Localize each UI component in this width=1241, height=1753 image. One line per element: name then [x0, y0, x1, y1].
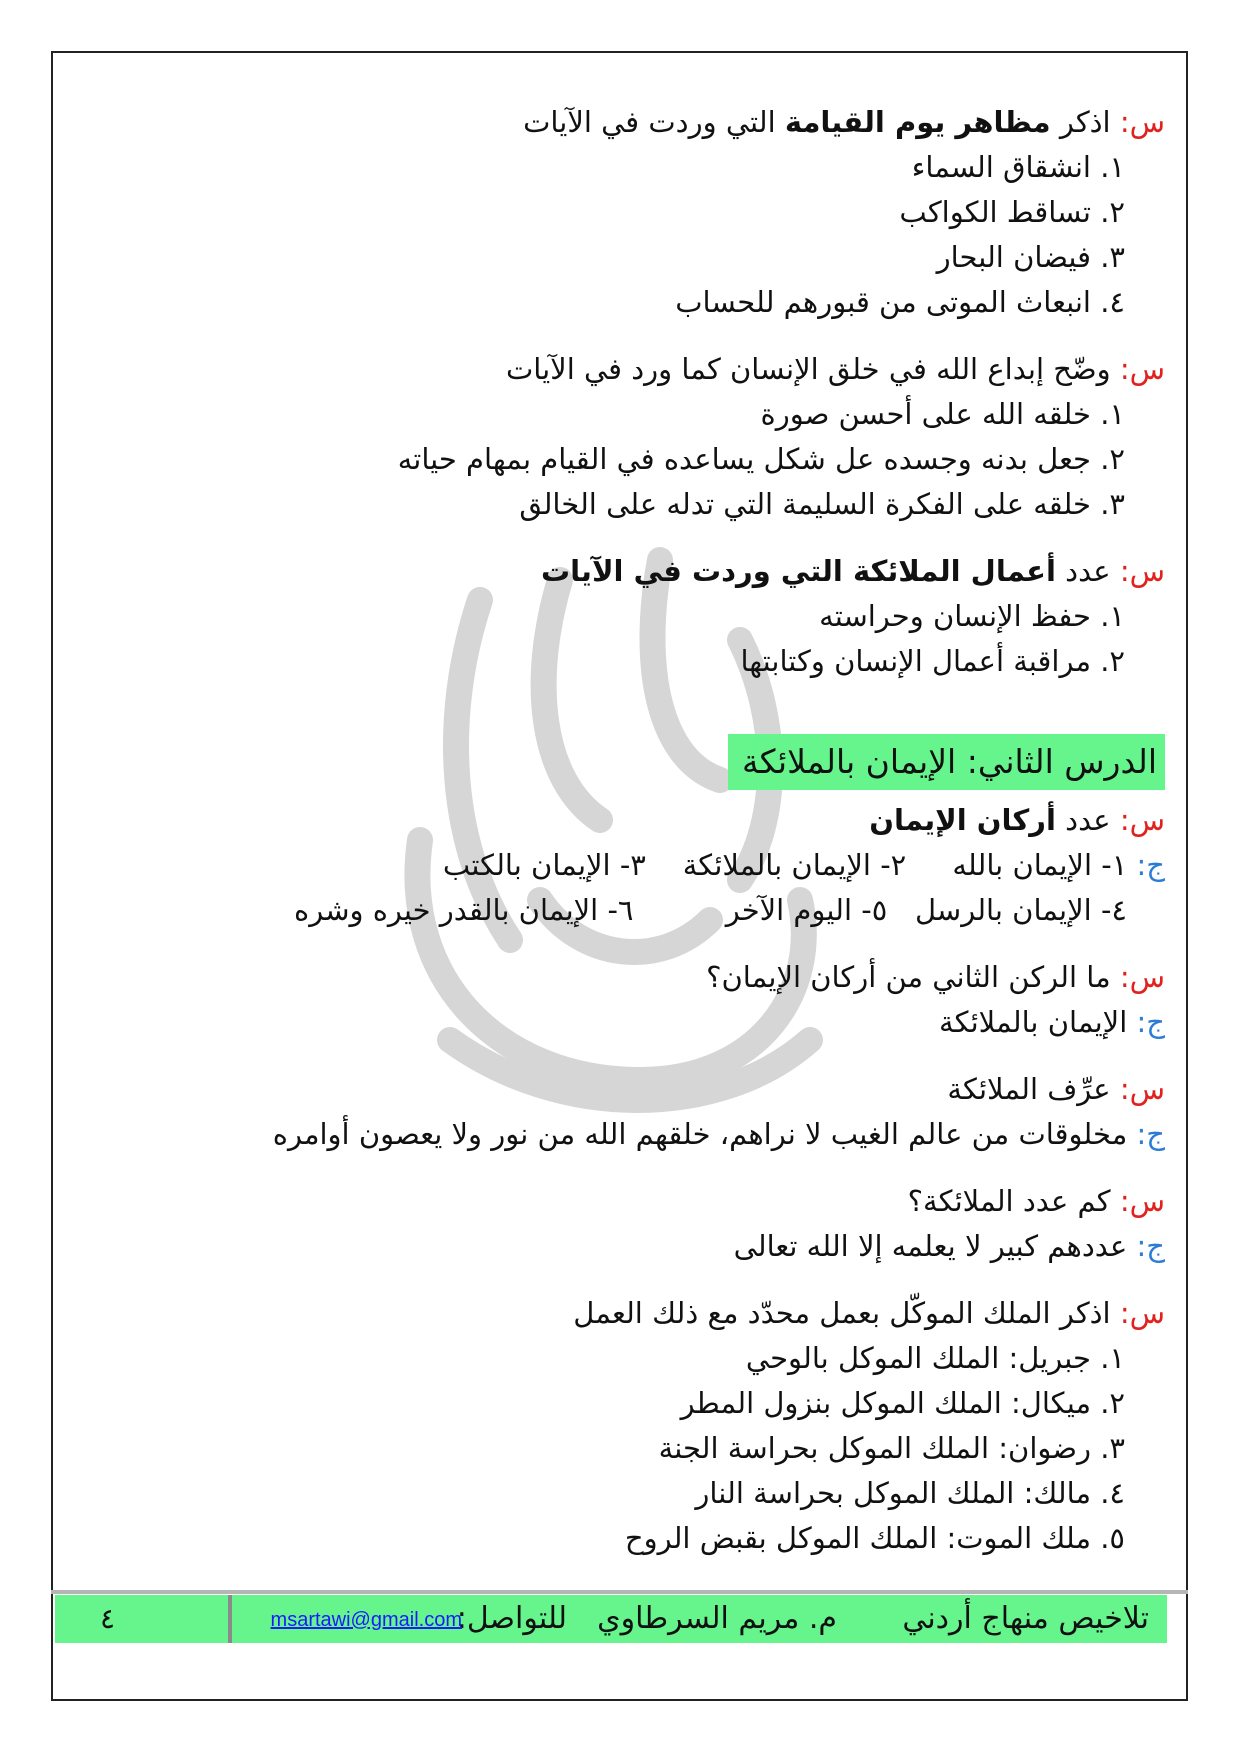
question-line: س: ما الركن الثاني من أركان الإيمان؟	[706, 960, 1165, 994]
question-block-3	[90, 549, 1165, 684]
question-mark: س:	[1119, 1184, 1165, 1218]
question-line: س: اذكر الملك الموكّل بعمل محدّد مع ذلك العمل	[573, 1296, 1165, 1330]
answer-mark: ج:	[1136, 1229, 1165, 1263]
list-item: ٤. مالك: الملك الموكل بحراسة النار	[695, 1476, 1125, 1510]
question-block-2	[90, 347, 1165, 527]
list-item: ٣. فيضان البحار	[936, 240, 1125, 274]
question-line: س: كم عدد الملائكة؟	[907, 1184, 1165, 1218]
list-item: ٢. تساقط الكواكب	[899, 195, 1125, 229]
footer-email-link[interactable]: msartawi@gmail.com	[270, 1609, 462, 1631]
question-mark: س:	[1119, 105, 1165, 139]
lesson-title: الدرس الثاني: الإيمان بالملائكة	[728, 734, 1165, 790]
footer-separator	[228, 1595, 232, 1643]
answer-mark: ج:	[1136, 848, 1165, 882]
question-line: س: عدد أركان الإيمان	[869, 803, 1165, 837]
question-mark: س:	[1119, 1296, 1165, 1330]
answer-mark: ج:	[1136, 1005, 1165, 1039]
list-item: ١. انشقاق السماء	[911, 150, 1125, 184]
question-mark: س:	[1119, 960, 1165, 994]
list-item: ١. جبريل: الملك الموكل بالوحي	[745, 1341, 1125, 1375]
list-item: ٤. انبعاث الموتى من قبورهم للحساب	[675, 285, 1125, 319]
list-item: ٣. خلقه على الفكرة السليمة التي تدله على الخالق	[519, 487, 1125, 521]
list-item: ٢. مراقبة أعمال الإنسان وكتابتها	[740, 644, 1125, 678]
question-block-1	[90, 100, 1165, 325]
question-mark: س:	[1119, 1072, 1165, 1106]
question-mark: س:	[1119, 554, 1165, 588]
page-number: ٤	[100, 1602, 116, 1635]
question-line: س: وضّح إبداع الله في خلق الإنسان كما ورد في الآيات	[505, 352, 1165, 386]
answer-line: ج: ١- الإيمان بالله ٢- الإيمان بالملائكة ٣- الإيمان بالكتب	[442, 848, 1165, 882]
answer-line: ٤- الإيمان بالرسل ٥- اليوم الآخر ٦- الإيمان بالقدر خيره وشره	[294, 893, 1127, 927]
footer-author: م. مريم السرطاوي	[597, 1601, 837, 1636]
question-block-8	[90, 1291, 1165, 1561]
answer-line: ج: عددهم كبير لا يعلمه إلا الله تعالى	[733, 1229, 1165, 1263]
footer-bar	[55, 1595, 1167, 1643]
question-line: س: اذكر مظاهر يوم القيامة التي وردت في الآيات	[523, 105, 1165, 139]
question-line: س: عرِّف الملائكة	[947, 1072, 1165, 1106]
question-block-4	[90, 798, 1165, 933]
question-mark: س:	[1119, 352, 1165, 386]
question-block-5	[90, 955, 1165, 1045]
list-item: ٢. جعل بدنه وجسده عل شكل يساعده في القيام بمهام حياته	[397, 442, 1125, 476]
footer-contact-label: للتواصل:	[456, 1601, 567, 1636]
answer-line: ج: الإيمان بالملائكة	[939, 1005, 1165, 1039]
answer-mark: ج:	[1136, 1117, 1165, 1151]
question-block-7	[90, 1179, 1165, 1269]
question-block-6	[90, 1067, 1165, 1157]
list-item: ١. خلقه الله على أحسن صورة	[760, 397, 1125, 431]
question-mark: س:	[1119, 803, 1165, 837]
list-item: ٥. ملك الموت: الملك الموكل بقبض الروح	[624, 1521, 1125, 1555]
list-item: ٣. رضوان: الملك الموكل بحراسة الجنة	[658, 1431, 1125, 1465]
footer-title: تلاخيص منهاج أردني	[902, 1601, 1149, 1636]
answer-line: ج: مخلوقات من عالم الغيب لا نراهم، خلقهم الله من نور ولا يعصون أوامره	[272, 1117, 1165, 1151]
document-body	[90, 100, 1165, 1583]
question-line: س: عدد أعمال الملائكة التي وردت في الآيات	[541, 554, 1165, 588]
list-item: ٢. ميكال: الملك الموكل بنزول المطر	[680, 1386, 1125, 1420]
footer-divider	[51, 1590, 1188, 1594]
list-item: ١. حفظ الإنسان وحراسته	[819, 599, 1125, 633]
